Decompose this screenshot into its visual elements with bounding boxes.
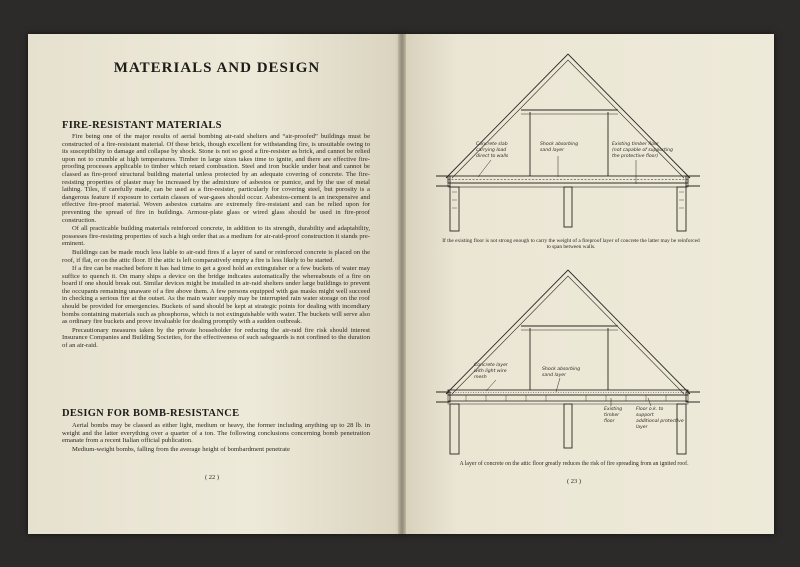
roof-diagram-2: [436, 266, 706, 458]
section-bomb-resistance-body: [62, 422, 370, 454]
label-shock-absorbing-2: sand layer: [542, 373, 567, 378]
paragraph: Fire being one of the major results of aerial bombing air-raid shelters and “air-proofed” buildings must be constructed of a fire-resistant material. Of these brick, though excellent for withstanding fire, is unsuitable owing to its susceptibility to damage and collapse by shock. Stone is not so good a fire-resister as brick, and cannot be relied upon not to crumble at high temperatures. Timber in large sizes takes time to ignite, and there are effective fire-proofing processes applicable to timber which retard combustion. Steel and iron buckle under heat and cannot be classed as fire-proof structural building material unless protected by an adequate covering of concrete. The fire-resisting properties of plaster may be increased by the admixture of asbestos or pumice, and by the use of metal lathing. Tiles, if carefully made, can be used as a fire-resister, particularly for covering steel, but porosity is a dangerous feature if exposure to certain classes of war-gases should occur. Asbestos-cement is an inexpensive and effective fire-proof material. Woven asbestos curtains are extremely fire-resistant and can be relied upon for preventing the spread of fire in buildings. Armour-plate glass or wired glass should be used in fire-proof construction.: [62, 133, 370, 224]
paragraph: Aerial bombs may be classed as either light, medium or heavy, the former including anything up to 28 lb. in weight and the latter everything over a quarter of a ton. The following conclusions concerning bomb penetration emanate from a recent Italian official publication.: [62, 422, 370, 445]
section-heading-bomb-resistance: DESIGN FOR BOMB-RESISTANCE: [62, 408, 240, 419]
page-number-left: ( 22 ): [205, 474, 220, 481]
section-heading-fire-resistant: FIRE-RESISTANT MATERIALS: [62, 120, 222, 131]
wall-right: [677, 187, 686, 231]
label-floor-ok-4: layer: [636, 425, 648, 430]
label-concrete-layer-1: Concrete layer: [474, 363, 508, 368]
label-shock-absorbing-2: sand layer: [540, 148, 565, 153]
paragraph: Medium-weight bombs, falling from the average height of bombardment penetrate: [72, 445, 290, 453]
label-existing-floor-2: (not capable of supporting: [612, 148, 673, 153]
label-existing-floor-3: the protective floor): [612, 154, 659, 159]
paragraph: If a fire can be reached before it has had time to get a good hold an extinguisher or a few buckets of water may suffice to quench it. On many ships a device on the bridge indicates automatically the whereabouts of a fire on board if one should break out. Similar devices might be installed in air-raid shelters under large buildings to prevent the occupants remaining unaware of a fire above them. A few persons equipped with gas masks might well succeed in checking a serious fire at the outset. As the main water supply may be interrupted rain water storage on the roof should be provided for emergencies. Buckets of sand should be kept at strategic points for dealing with incendiary bombs containing materials such as phosphorus, which is not extinguishable with water. The buckets will serve also as ordinary fire buckets and prove invaluable for dealing promptly with a sudden outbreak.: [62, 265, 370, 326]
diagram-2-caption: A layer of concrete on the attic floor greatly reduces the risk of fire spreading from an ignited roof.: [459, 461, 689, 467]
label-existing-3: floor: [604, 419, 615, 424]
label-existing-1: Existing: [604, 407, 623, 412]
label-concrete-layer-3: mesh: [474, 375, 487, 380]
label-shock-absorbing-1: Shock absorbing: [540, 142, 579, 147]
label-shock-absorbing-1: Shock absorbing: [542, 367, 581, 372]
page-number-right: ( 23 ): [567, 478, 582, 485]
wall-left: [450, 404, 459, 454]
roof-rafters: [446, 54, 690, 178]
paragraph: Buildings can be made much less liable to air-raid fires if a layer of sand or reinforced concrete is placed on the roof, if flat, or on the attic floor. If the attic is left comparatively empty a fire is less likely to be started.: [62, 248, 370, 264]
label-existing-2: timber: [604, 413, 620, 418]
diagram-1-caption: If the existing floor is not strong enough to carry the weight of a fireproof layer of concrete the latter may be reinforced to span between walls.: [442, 238, 700, 251]
wall-right: [677, 404, 686, 454]
label-concrete-slab-1: Concrete slab: [476, 142, 508, 147]
wall-middle: [564, 187, 572, 227]
book-spine: [398, 34, 406, 534]
page-title: MATERIALS AND DESIGN: [113, 60, 321, 76]
label-concrete-slab-3: direct to walls: [476, 154, 509, 159]
label-concrete-layer-2: with light wire: [474, 369, 507, 374]
paragraph: Precautionary measures taken by the private householder for reducing the air-raid fire risk should interest Insurance Companies and Building Societies, for the effectiveness of such safeguards is not confined to the duration of an air-raid.: [62, 326, 370, 350]
timber-floor: [448, 395, 688, 401]
label-floor-ok-3: additional protective: [636, 419, 684, 424]
paragraph: Of all practicable building materials reinforced concrete, in addition to its strength, durability and adaptability, possesses fire-resisting properties of such a high order that as a medium for air-raid-proof construction it stands pre-eminent.: [62, 225, 370, 248]
wall-middle: [564, 404, 572, 448]
label-concrete-slab-2: carrying load: [476, 148, 507, 153]
label-existing-floor-1: Existing timber floor: [612, 142, 659, 147]
roof-diagram-1: [436, 48, 706, 238]
label-floor-ok-2: support: [636, 413, 654, 418]
section-fire-resistant-body: [62, 133, 370, 351]
wall-left: [450, 187, 459, 231]
label-floor-ok-1: Floor o.k. to: [636, 407, 664, 412]
